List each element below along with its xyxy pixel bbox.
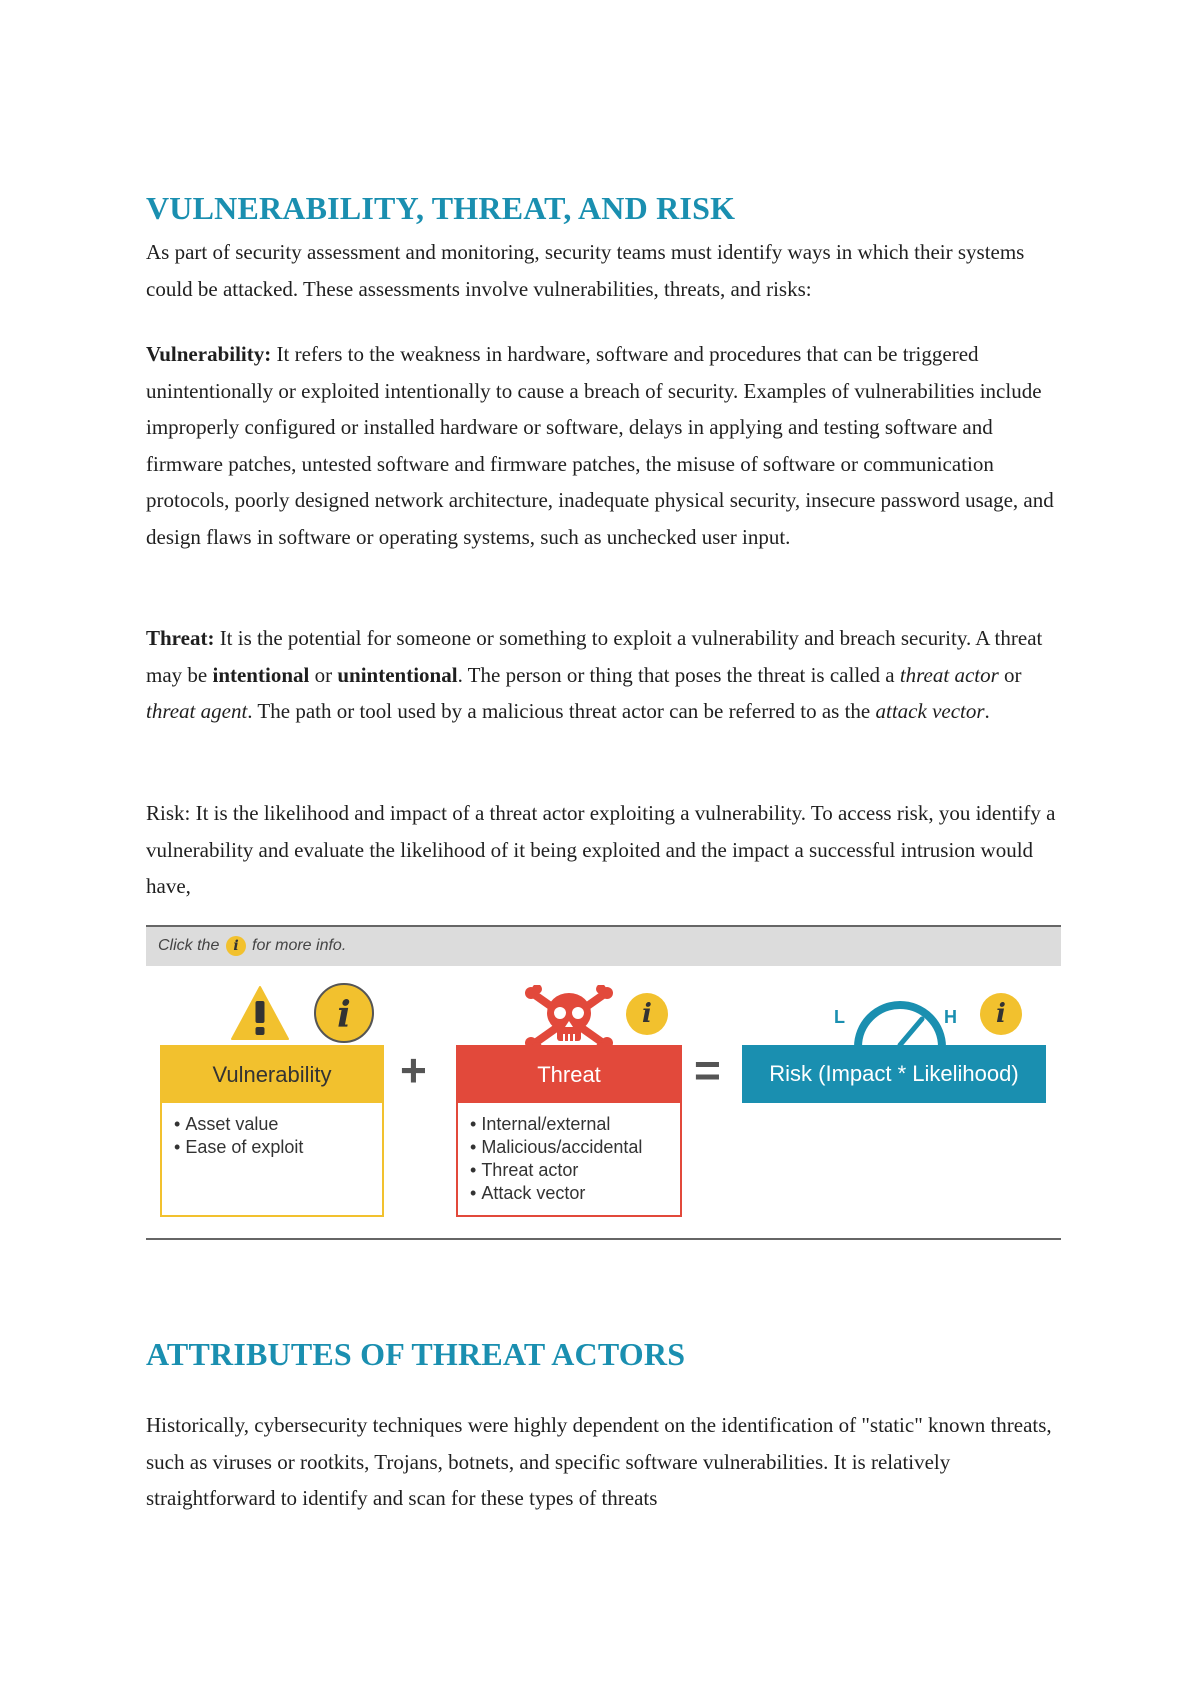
attack-vector-term: attack vector	[875, 699, 985, 724]
threat-term: Threat:	[146, 626, 215, 650]
threat-text: . The person or thing that poses the threat is called a	[457, 662, 900, 687]
section-heading-attributes-of-threat-actors: ATTRIBUTES OF THREAT ACTORS	[146, 1336, 686, 1372]
warning-icon	[230, 985, 290, 1041]
threat-text: . The path or tool used by a malicious threat actor can be referred to as the	[247, 699, 876, 724]
equals-sign: =	[694, 1044, 721, 1096]
banner-text-after: for more info.	[252, 937, 347, 954]
section-heading-vulnerability-threat-risk: VULNERABILITY, THREAT, AND RISK	[146, 190, 736, 226]
figure-bottom-rule	[146, 1238, 1061, 1240]
threat-text: or	[998, 662, 1022, 687]
vulnerability-info-icon[interactable]: i	[314, 983, 374, 1043]
attributes-paragraph: Historically, cybersecurity techniques were highly dependent on the identification of "static" known threats, such as viruses or rootkits, Trojans, botnets, and specific software vulnerabilities. It is relatively straightforward to identify and scan for these types of threats	[146, 1413, 1052, 1511]
gauge-high-label: H	[944, 1007, 957, 1027]
threat-list	[458, 1103, 680, 1205]
list-item: • Asset value	[174, 1113, 382, 1136]
vulnerability-threat-risk-figure	[146, 925, 1061, 1240]
vulnerability-box-title: Vulnerability	[162, 1047, 382, 1103]
threat-paragraph	[146, 620, 1066, 730]
skull-crossbones-icon	[521, 985, 617, 1049]
threat-text: or	[309, 662, 338, 687]
unintentional-term: unintentional	[337, 662, 458, 687]
risk-info-icon[interactable]: i	[980, 993, 1022, 1035]
gauge-icon	[850, 997, 950, 1049]
vulnerability-list	[162, 1103, 382, 1159]
threat-box	[456, 1045, 682, 1217]
vulnerability-term: Vulnerability:	[146, 342, 272, 366]
vulnerability-paragraph	[146, 336, 1066, 556]
list-item: • Ease of exploit	[174, 1136, 382, 1159]
banner-text-before: Click the	[158, 937, 220, 954]
threat-text: .	[984, 699, 990, 724]
plus-sign: +	[400, 1044, 427, 1096]
figure-banner	[146, 927, 1061, 966]
list-item: • Attack vector	[470, 1182, 680, 1205]
intro-paragraph: As part of security assessment and monitoring, security teams must identify ways in which their systems could be attacked. These assessments involve vulnerabilities, threats, and risks:	[146, 240, 1025, 301]
threat-box-title: Threat	[458, 1047, 680, 1103]
list-item: • Threat actor	[470, 1159, 680, 1182]
list-item: • Malicious/accidental	[470, 1136, 680, 1159]
threat-text: It is the potential for someone or something to exploit a vulnerability and breach security. A threat may be	[146, 626, 1043, 687]
vulnerability-definition: It refers to the weakness in hardware, software and procedures that can be triggered unintentionally or exploited intentionally to cause a breach of security. Examples of vulnerabilities include improperly configured or installed hardware or software, delays in applying and testing software and firmware patches, untested software and firmware patches, the misuse of software or communication protocols, poorly designed network architecture, inadequate physical security, insecure password usage, and design flaws in software or operating systems, such as unchecked user input.	[146, 342, 1054, 549]
list-item: • Internal/external	[470, 1113, 680, 1136]
risk-box: Risk (Impact * Likelihood)	[742, 1045, 1046, 1103]
intentional-term: intentional	[212, 662, 310, 687]
risk-paragraph: Risk: It is the likelihood and impact of a threat actor exploiting a vulnerability. To access risk, you identify a vulnerability and evaluate the likelihood of it being exploited and the impact a successful intrusion would have,	[146, 801, 1056, 899]
threat-info-icon[interactable]: i	[626, 993, 668, 1035]
vulnerability-box	[160, 1045, 384, 1217]
threat-agent-term: threat agent	[146, 699, 248, 724]
banner-info-icon: i	[226, 936, 246, 956]
threat-actor-term: threat actor	[899, 662, 999, 687]
gauge-low-label: L	[834, 1007, 845, 1027]
